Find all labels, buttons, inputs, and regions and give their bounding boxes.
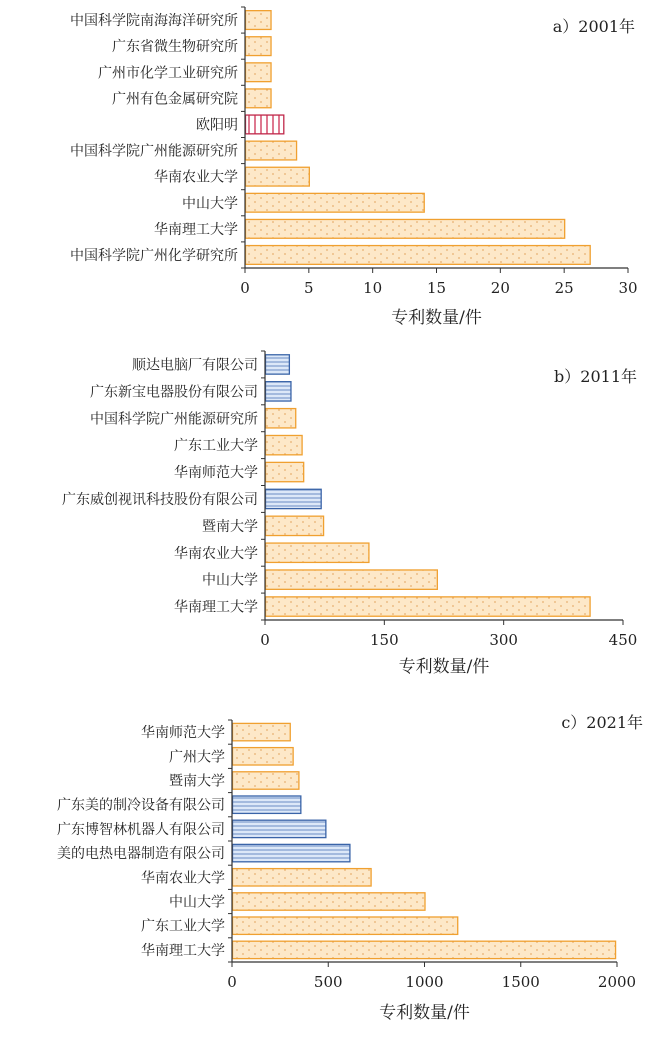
panel-title: c）2021年 [561,713,643,732]
category-label: 华南农业大学 [141,870,225,887]
bar-university [246,167,310,186]
x-tick-label: 500 [313,973,343,991]
bar-university [246,37,272,56]
bar-university [233,869,372,886]
category-label: 华南师范大学 [174,465,258,482]
bar-university [246,63,272,82]
category-label: 广东博智林机器人有限公司 [57,821,225,838]
category-label: 华南理工大学 [174,599,258,616]
category-label: 广州有色金属研究院 [112,91,238,108]
x-tick-label: 300 [489,631,518,649]
x-tick-label: 0 [240,279,250,297]
category-label: 广东工业大学 [174,438,258,455]
bar-university [233,772,299,789]
category-label: 暨南大学 [202,518,258,535]
bar-enterprise [233,820,326,837]
x-tick-label: 150 [370,631,399,649]
bar-university [233,723,291,740]
bar-enterprise [266,355,290,374]
x-tick-label: 30 [618,279,638,297]
x-tick-label: 5 [304,279,314,297]
bar-university [233,748,294,765]
x-tick-label: 1500 [501,973,540,991]
bar-university [246,219,565,238]
category-label: 中山大学 [169,894,225,911]
x-tick-label: 1000 [405,973,444,991]
bar-university [266,462,304,481]
category-label: 广州大学 [169,749,225,766]
bar-university [246,246,591,265]
category-label: 华南师范大学 [141,725,225,742]
x-tick-label: 450 [608,631,638,649]
bar-university [266,435,303,454]
x-tick-label: 15 [426,279,447,297]
category-label: 华南理工大学 [154,221,238,238]
bar-university [233,917,458,934]
category-label: 广东省微生物研究所 [112,39,238,56]
x-axis-label: 专利数量/件 [398,657,490,677]
x-tick-label: 0 [227,973,237,991]
category-label: 中山大学 [202,572,258,589]
category-label: 广州市化学工业研究所 [98,65,238,82]
bar-university [246,89,272,108]
bar-enterprise [266,489,322,508]
x-tick-label: 0 [260,631,270,649]
chart-1 [70,7,638,328]
panel-title: a）2001年 [552,17,635,36]
chart-3 [57,713,643,1023]
category-label: 暨南大学 [169,773,225,790]
bar-university [266,570,438,589]
x-tick-label: 10 [363,279,383,297]
x-tick-label: 25 [554,279,574,297]
x-tick-label: 20 [490,279,510,297]
bar-university [246,11,272,30]
x-tick-label: 2000 [597,973,637,991]
category-label: 中国科学院广州能源研究所 [70,143,238,160]
category-label: 中国科学院广州能源研究所 [90,411,258,428]
bar-enterprise [233,796,301,813]
bar-university [266,543,369,562]
bar-university [246,141,297,160]
panel-title: b）2011年 [554,367,637,386]
category-label: 中国科学院南海海洋研究所 [70,13,238,30]
bar-enterprise [266,382,291,401]
bar-university [233,941,616,958]
category-label: 美的电热电器制造有限公司 [57,846,225,863]
category-label: 广东新宝电器股份有限公司 [90,384,258,401]
category-label: 华南农业大学 [174,545,258,562]
category-label: 华南理工大学 [141,942,225,959]
category-label: 广东美的制冷设备有限公司 [57,797,225,814]
bar-university [233,893,426,910]
x-axis-label: 专利数量/件 [379,1003,470,1023]
category-label: 华南农业大学 [154,169,238,186]
bar-university [266,409,296,428]
bar-enterprise [233,844,350,861]
category-label: 中国科学院广州化学研究所 [70,247,238,264]
category-label: 欧阳明 [196,117,238,134]
bar-university [266,597,591,616]
bar-university [266,516,324,535]
bar-individual [246,115,284,134]
category-label: 中山大学 [182,195,238,212]
category-label: 广东威创视讯科技股份有限公司 [62,491,258,508]
bar-university [246,193,425,212]
chart-2 [62,351,637,677]
category-label: 顺达电脑厂有限公司 [132,357,258,374]
x-axis-label: 专利数量/件 [391,308,482,328]
category-label: 广东工业大学 [141,918,225,935]
